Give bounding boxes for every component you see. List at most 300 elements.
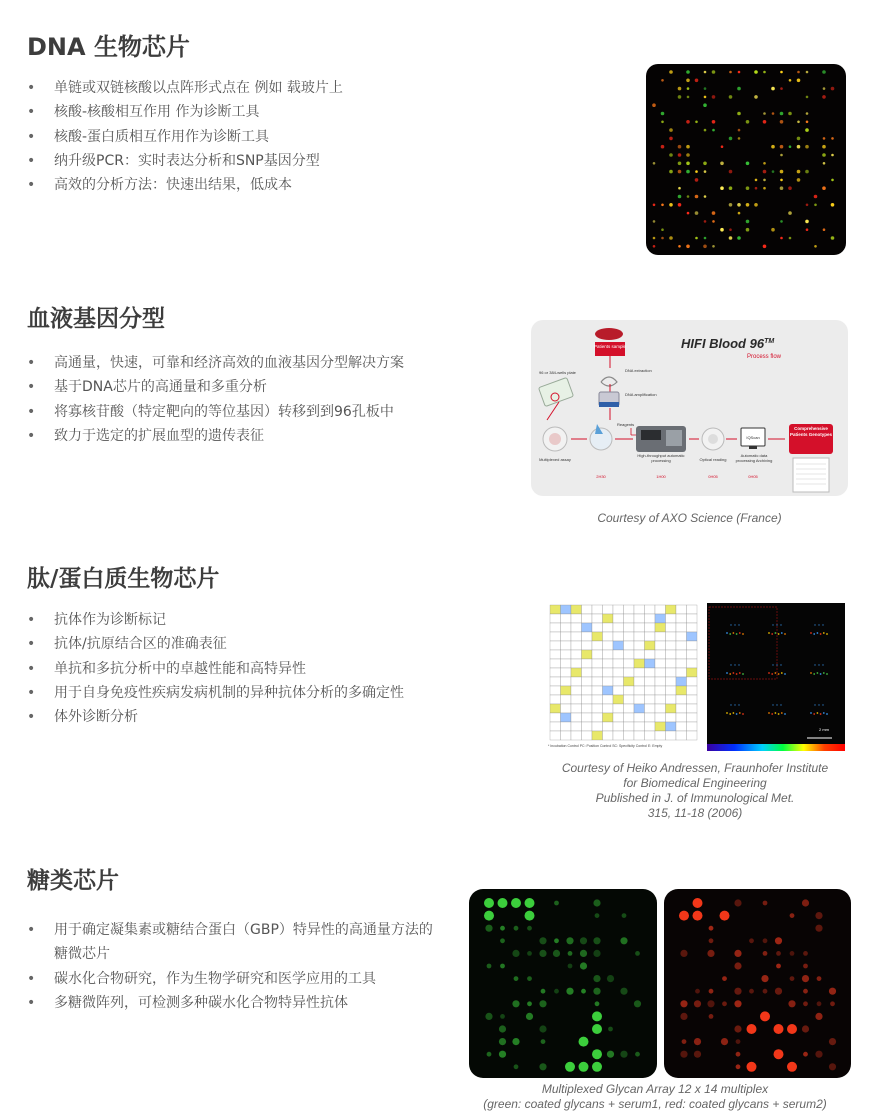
fluorescent-spot [742, 633, 744, 635]
section-title-dna-biochip: DNA 生物芯片 [27, 33, 190, 61]
fluorescent-spot [780, 704, 781, 705]
dna-microarray-image [646, 64, 846, 255]
grid-cell [634, 623, 645, 632]
array-spot [806, 228, 809, 231]
grid-cell [655, 668, 666, 677]
array-spot [653, 237, 656, 240]
grid-cell [571, 686, 582, 695]
glycan-array-red-image [664, 889, 851, 1078]
grid-cell [592, 677, 603, 686]
glycan-spot [747, 1062, 757, 1072]
fluorescent-spot [738, 624, 739, 625]
array-spot [746, 120, 750, 124]
array-spot [754, 203, 758, 207]
array-spot [653, 220, 656, 223]
glycan-spot [593, 937, 600, 944]
glycan-spot [512, 1038, 519, 1045]
glycan-spot [736, 1039, 741, 1044]
grid-cell [592, 614, 603, 623]
fluorescent-spot [823, 712, 825, 714]
list-item: • 将寡核苷酸（特定靶向的等位基因）转移到到96孔板中 [27, 400, 404, 424]
array-spot [746, 228, 750, 232]
glycan-spot [553, 950, 560, 957]
glycan-spot [788, 1000, 795, 1007]
array-spot [678, 187, 681, 190]
list-item: • 用于确定凝集素或糖结合蛋白（GBP）特异性的高通量方法的糖微芯片 [27, 918, 437, 967]
glycan-spot [539, 950, 546, 957]
glycan-spot [817, 1001, 822, 1006]
array-spot [686, 162, 690, 166]
array-spot [738, 212, 741, 215]
grid-cell [613, 686, 624, 695]
array-spot [797, 178, 801, 182]
grid-cell [550, 686, 561, 695]
array-spot [763, 245, 767, 249]
glycan-spot [734, 950, 741, 957]
glycan-spot [721, 1038, 728, 1045]
glycan-spot [694, 1000, 701, 1007]
list-item: • 碳水化合物研究，作为生物学研究和医学应用的工具 [27, 967, 437, 991]
caption-line: (green: coated glycans + serum1, red: coated glycans + serum2) [483, 1097, 827, 1111]
glycan-spot [734, 899, 741, 906]
caption-line: Published in J. of Immunological Met. [595, 791, 795, 805]
glycan-spot [763, 989, 768, 994]
array-spot [814, 245, 817, 248]
grid-cell [550, 731, 561, 740]
glycan-spot [581, 989, 586, 994]
grid-cell [571, 722, 582, 731]
array-spot [687, 212, 690, 215]
glycan-spot [592, 1024, 602, 1034]
grid-cell [561, 704, 572, 713]
reagents-label: Reagents [617, 422, 635, 427]
grid-cell [592, 659, 603, 668]
plate-label: 96 or 384-wells plate [539, 370, 576, 375]
grid-cell [634, 605, 645, 614]
grid-cell [634, 686, 645, 695]
step-label: Optical reading [699, 457, 727, 462]
array-spot [669, 236, 673, 240]
grid-cell [634, 650, 645, 659]
array-spot [780, 120, 784, 124]
fluorescent-spot [742, 713, 744, 715]
array-spot [805, 220, 809, 224]
grid-cell [613, 605, 624, 614]
grid-cell [624, 659, 635, 668]
glycan-spot [736, 1052, 741, 1057]
grid-cell [571, 605, 582, 614]
glycan-spot [592, 1049, 602, 1059]
grid-cell [550, 695, 561, 704]
glycan-spot [760, 1011, 770, 1021]
grid-cell [655, 731, 666, 740]
grid-cell [561, 623, 572, 632]
fluorescent-spot [739, 672, 741, 674]
array-spot [772, 112, 775, 115]
fluorescent-spot [784, 673, 786, 675]
fluorescent-spot [817, 712, 819, 714]
glycan-spot [720, 911, 730, 921]
grid-cell [592, 722, 603, 731]
array-spot [704, 195, 707, 198]
list-item: • 抗体/抗原结合区的准确表征 [27, 632, 404, 656]
glycan-spot [815, 1013, 822, 1020]
grid-cell [571, 704, 582, 713]
array-spot [703, 162, 707, 166]
fluorescent-spot [733, 712, 735, 714]
glycan-spot [803, 964, 808, 969]
array-spot [754, 95, 758, 99]
glycan-spot [485, 925, 492, 932]
fluorescent-spot [734, 624, 735, 625]
grid-cell [645, 641, 656, 650]
step-label: Automatic data processing Archiving [735, 454, 773, 463]
fluorescent-spot [823, 632, 825, 634]
fluorescent-spot [817, 632, 819, 634]
glycan-spot [749, 989, 754, 994]
grid-cell [655, 632, 666, 641]
grid-cell [613, 695, 624, 704]
flow-subtitle: Process flow [747, 354, 782, 360]
glycan-spot [790, 976, 795, 981]
grid-cell [666, 605, 677, 614]
glycan-spot [790, 951, 795, 956]
grid-cell [624, 713, 635, 722]
glycan-spot [565, 1062, 575, 1072]
grid-cell [645, 695, 656, 704]
fluorescent-spot [810, 712, 812, 714]
array-spot [763, 162, 766, 165]
glycan-spot [694, 1051, 701, 1058]
array-spot [814, 195, 818, 199]
fluorescent-spot [733, 672, 735, 674]
dna-microarray-spots [646, 64, 846, 255]
step-time: 1H00 [656, 474, 666, 479]
grid-cell [624, 605, 635, 614]
glycan-spot [593, 950, 600, 957]
grid-cell [571, 677, 582, 686]
list-item: • 用于自身免疫性疾病发病机制的异种抗体分析的多确定性 [27, 681, 404, 705]
grid-cell [666, 668, 677, 677]
peptide-fluorescence-image [707, 603, 845, 751]
array-spot [780, 237, 783, 240]
array-spot [678, 195, 682, 199]
glycan-spot [512, 1000, 519, 1007]
grid-cell [550, 614, 561, 623]
fluorescent-spot [778, 713, 780, 715]
array-spot [669, 137, 673, 141]
glycan-spot [499, 1025, 506, 1032]
grid-cell [624, 731, 635, 740]
grid-cell [645, 632, 656, 641]
well-plate-icon [538, 377, 573, 406]
grid-cell [613, 614, 624, 623]
fluorescent-spot [820, 673, 822, 675]
grid-cell [645, 614, 656, 623]
glycan-array-caption [440, 1082, 870, 1112]
grid-cell [582, 659, 593, 668]
array-spot [729, 95, 733, 99]
fluorescent-spot [772, 624, 773, 625]
glycan-chip-bullets [27, 918, 437, 1015]
fluorescent-spot [775, 712, 777, 714]
array-spot [771, 145, 775, 149]
grid-cell [676, 722, 687, 731]
array-spot [771, 228, 775, 232]
array-spot [822, 153, 826, 157]
glycan-spot [580, 937, 587, 944]
array-spot [669, 170, 673, 174]
grid-cell [687, 695, 698, 704]
glycan-spot [579, 1037, 589, 1047]
grid-cell [666, 731, 677, 740]
scale-label: 2 mm [819, 727, 829, 732]
grid-cell [634, 668, 645, 677]
grid-cell [550, 677, 561, 686]
array-spot [653, 204, 656, 207]
blood-bag-icon [595, 328, 623, 340]
step-label: Multiplexed assay [539, 457, 571, 462]
grid-cell [655, 641, 666, 650]
array-spot [754, 70, 758, 74]
grid-cell [645, 686, 656, 695]
grid-cell [571, 668, 582, 677]
section-title-blood-genotyping: 血液基因分型 [27, 306, 165, 332]
array-spot [712, 95, 716, 99]
grid-cell [666, 659, 677, 668]
array-spot [822, 145, 826, 149]
glycan-spot [679, 911, 689, 921]
grid-cell [550, 713, 561, 722]
array-spot [738, 71, 741, 74]
glycan-spot [761, 975, 768, 982]
fluorescent-spot [784, 713, 786, 715]
glycan-spot [802, 975, 809, 982]
grid-cell [592, 686, 603, 695]
grid-cell [571, 731, 582, 740]
grid-cell [561, 722, 572, 731]
array-spot [704, 129, 707, 132]
grid-cell [687, 668, 698, 677]
grid-cell [655, 623, 666, 632]
glycan-spot [635, 1052, 640, 1057]
array-spot [703, 245, 707, 249]
grid-cell [582, 677, 593, 686]
array-spot [712, 245, 715, 248]
fluorescent-spot [818, 624, 819, 625]
list-item: • 单链或双链核酸以点阵形式点在 例如 载玻片上 [27, 76, 343, 100]
array-spot [822, 95, 826, 99]
fluorescent-spot [781, 632, 783, 634]
grid-cell [676, 614, 687, 623]
glycan-spot [694, 1038, 701, 1045]
glycan-spot [693, 911, 703, 921]
array-spot [823, 228, 826, 231]
grid-cell [613, 659, 624, 668]
grid-cell [634, 722, 645, 731]
grid-cell [645, 677, 656, 686]
grid-cell [624, 686, 635, 695]
grid-cell [687, 731, 698, 740]
glycan-spot [775, 937, 782, 944]
grid-cell [624, 722, 635, 731]
grid-cell [624, 614, 635, 623]
grid-cell [582, 695, 593, 704]
grid-cell [592, 632, 603, 641]
glycan-spot [774, 1024, 784, 1034]
array-spot [729, 137, 733, 141]
glycan-spot [484, 911, 494, 921]
grid-cell [645, 722, 656, 731]
glycan-spot [734, 1025, 741, 1032]
array-spot [669, 153, 673, 157]
glycan-spot [512, 950, 519, 957]
array-spot [797, 71, 800, 74]
grid-cell [687, 677, 698, 686]
grid-cell [634, 659, 645, 668]
glycan-spot [514, 976, 519, 981]
grid-cell [666, 677, 677, 686]
fluorescent-spot [820, 713, 822, 715]
blood-genotyping-bullets [27, 351, 404, 448]
array-spot [686, 120, 690, 124]
array-spot [704, 87, 707, 90]
grid-cell [676, 650, 687, 659]
step-label: High-throughput automatic processing [637, 454, 685, 463]
array-spot [780, 154, 783, 157]
array-spot [661, 237, 664, 240]
intensity-color-bar [707, 744, 845, 751]
grid-cell [582, 713, 593, 722]
array-spot [712, 129, 715, 132]
array-spot [805, 145, 809, 149]
array-spot [805, 128, 809, 132]
grid-cell [571, 641, 582, 650]
glycan-spot [527, 1001, 532, 1006]
array-spot [669, 70, 673, 74]
pipette-icon [601, 377, 617, 386]
fluorescent-spot [822, 664, 823, 665]
array-spot [780, 71, 783, 74]
grid-cell [613, 731, 624, 740]
grid-cell [592, 713, 603, 722]
fluorescent-spot [780, 664, 781, 665]
array-spot [695, 178, 699, 182]
array-spot [797, 145, 801, 149]
glycan-spot [525, 898, 535, 908]
grid-cell [676, 695, 687, 704]
array-spot [788, 112, 792, 116]
list-item: • 基于DNA芯片的高通量和多重分析 [27, 375, 404, 399]
array-spot [763, 187, 766, 190]
glycan-spot [593, 988, 600, 995]
fluorescent-spot [775, 672, 777, 674]
grid-cell [571, 659, 582, 668]
grid-cell [561, 614, 572, 623]
glycan-spot [829, 988, 836, 995]
grid-cell [687, 704, 698, 713]
glycan-spot [830, 1001, 835, 1006]
grid-cell [582, 686, 593, 695]
array-spot [653, 162, 656, 165]
grid-cell [655, 713, 666, 722]
grid-cell [655, 695, 666, 704]
array-spot [822, 70, 826, 74]
fluorescent-spot [729, 633, 731, 635]
grid-cell [603, 731, 614, 740]
array-spot [678, 162, 682, 166]
glycan-spot [620, 1051, 627, 1058]
grid-cell [603, 686, 614, 695]
grid-cell [666, 650, 677, 659]
fluorescent-spot [726, 632, 728, 634]
grid-cell [666, 614, 677, 623]
array-spot [788, 211, 792, 215]
grid-cell [550, 605, 561, 614]
grid-cell [655, 614, 666, 623]
grid-cell [613, 713, 624, 722]
glycan-spot [815, 1051, 822, 1058]
glycan-spot [775, 988, 782, 995]
grid-cell [676, 677, 687, 686]
fluorescent-spot [810, 632, 812, 634]
array-spot [720, 162, 724, 166]
array-spot [721, 145, 724, 148]
fluorescent-spot [781, 672, 783, 674]
glycan-spot [580, 962, 587, 969]
caption-line: 315, 11-18 (2006) [647, 806, 743, 820]
fluorescent-spot [814, 704, 815, 705]
glycan-spot [539, 1063, 546, 1070]
glycan-spot [527, 926, 532, 931]
array-spot [738, 137, 741, 140]
array-spot [823, 137, 826, 140]
array-spot [695, 211, 699, 215]
grid-cell [655, 650, 666, 659]
fluorescent-spot [771, 713, 773, 715]
array-spot [678, 153, 682, 157]
glycan-spot [803, 951, 808, 956]
array-spot [729, 203, 733, 207]
grid-cell [624, 623, 635, 632]
grid-cell [592, 695, 603, 704]
fluorescent-spot [739, 712, 741, 714]
genotype-report-icon [793, 458, 829, 492]
grid-cell [561, 605, 572, 614]
array-spot [806, 112, 809, 115]
glycan-spot [680, 1013, 687, 1020]
grid-cell [687, 641, 698, 650]
grid-cell [645, 704, 656, 713]
glycan-spot [499, 1051, 506, 1058]
glycan-spot [734, 962, 741, 969]
glycan-spot [514, 1064, 519, 1069]
glycan-spot [695, 989, 700, 994]
glycan-spot [803, 1001, 808, 1006]
grid-cell [592, 668, 603, 677]
fluorescent-spot [818, 704, 819, 705]
array-spot [678, 145, 682, 149]
grid-cell [613, 704, 624, 713]
fluorescent-spot [738, 704, 739, 705]
grid-cell [666, 632, 677, 641]
glycan-spot [815, 925, 822, 932]
glycan-spot [803, 1052, 808, 1057]
grid-cell [634, 632, 645, 641]
grid-cell [676, 704, 687, 713]
glycan-spot [790, 913, 795, 918]
grid-cell [561, 641, 572, 650]
